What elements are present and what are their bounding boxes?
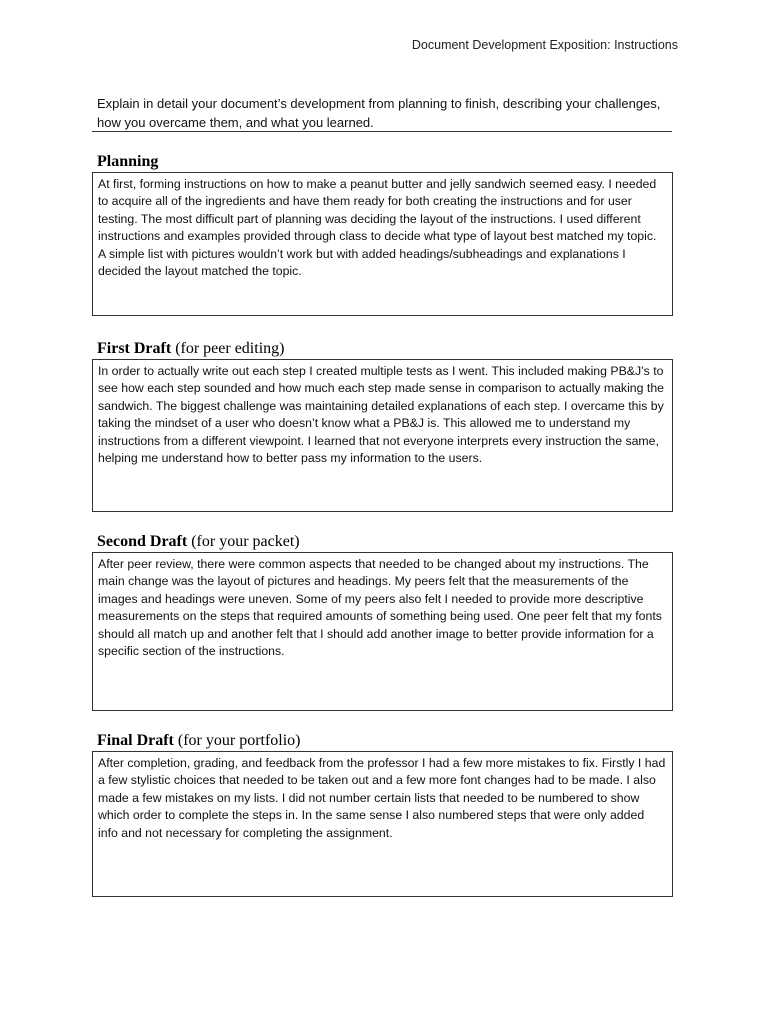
section-heading [97,731,673,751]
running-header: Document Development Exposition: Instructions [411,38,678,52]
section-heading [97,532,673,552]
intro-divider [92,131,672,132]
section-second-draft [92,532,673,711]
section-heading [97,339,673,359]
section-planning [92,152,673,316]
section-response-box: After peer review, there were common aspects that needed to be changed about my instructions. The main change was the layout of pictures and headings. My peers felt that the measurements of the images and headings were uneven. Some of my peers also felt I needed to provide more descriptive measurements on the steps that required amounts of something being used. One peer felt that my fonts should all match up and another felt that I should add another image to better provide information for a specific section of the instructions. [92,552,673,711]
section-final-draft [92,731,673,897]
section-response-box: At first, forming instructions on how to make a peanut butter and jelly sandwich seemed easy. I needed to acquire all of the ingredients and have them ready for both creating the instructions and for user testing. The most difficult part of planning was deciding the layout of the instructions. I used different instructions and examples provided through class to decide what type of layout best matched my topic. A simple list with pictures wouldn’t work but with added headings/subheadings and explanations I decided the layout matched the topic. [92,172,673,316]
section-title: Final Draft [97,732,174,749]
section-subtitle: (for your packet) [191,533,300,550]
section-response-box: After completion, grading, and feedback from the professor I had a few more mistakes to fix. Firstly I had a few stylistic choices that needed to be taken out and a few more font changes had to be made. I also made a few mistakes on my lists. I did not number certain lists that needed to be numbered to show which order to complete the steps in. In the same sense I also numbered steps that were only added info and not necessary for completing the assignment. [92,751,673,897]
section-title: First Draft [97,340,172,357]
section-subtitle: (for peer editing) [175,340,285,357]
section-subtitle: (for your portfolio) [177,732,301,749]
section-response-box: In order to actually write out each step I created multiple tests as I went. This included making PB&J’s to see how each step sounded and how much each step made sense in comparison to actually making the sandwich. The biggest challenge was maintaining detailed explanations of each step. I overcame this by taking the mindset of a user who doesn’t know what a PB&J is. This allowed me to understand my instructions from a different viewpoint. I learned that not everyone interprets every instruction the same, helping me understand how to better pass my information to the users. [92,359,673,512]
section-title: Planning [97,153,159,170]
section-title: Second Draft [97,533,188,550]
section-heading [97,152,673,172]
intro-prompt: Explain in detail your document’s development from planning to finish, describing your challenges, how you overcame them, and what you learned. [97,96,661,130]
section-first-draft [92,339,673,512]
